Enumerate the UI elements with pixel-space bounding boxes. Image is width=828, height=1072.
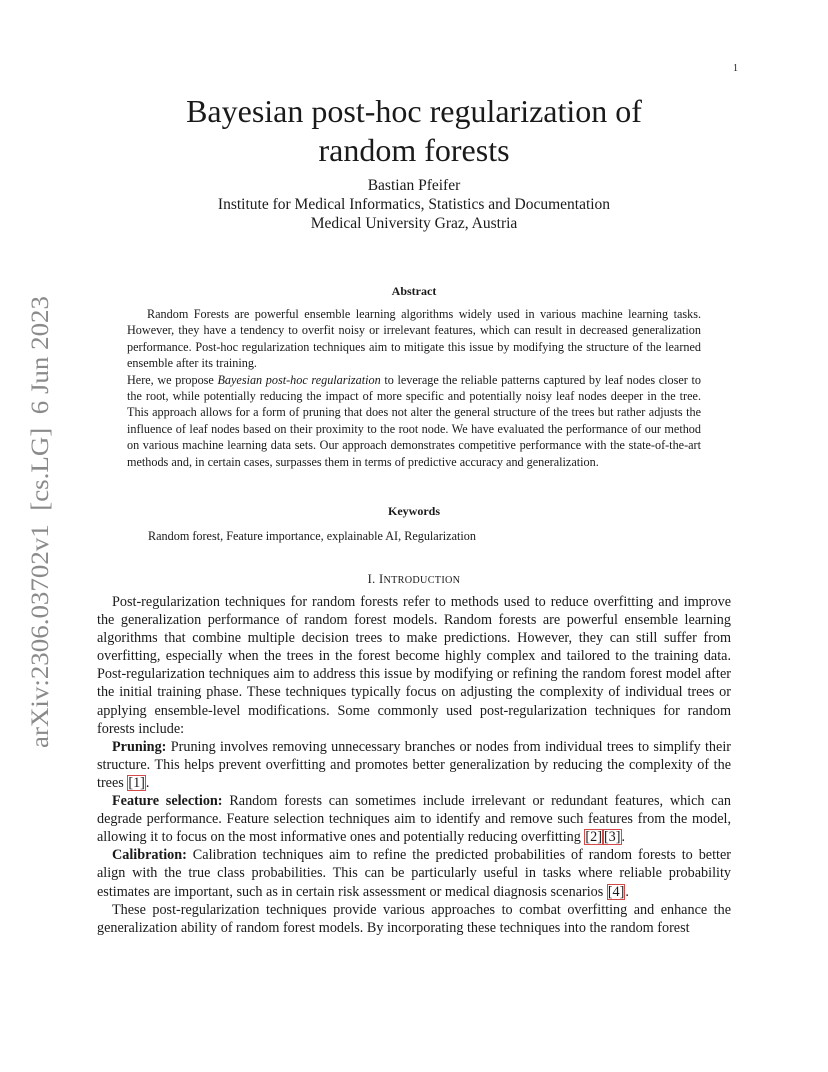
affiliation-line-2: Medical University Graz, Austria: [310, 215, 518, 232]
feature-selection-label: Feature selection:: [112, 793, 223, 810]
feature-selection-text: Random forests can sometimes include irrelevant or redundant features, which can degrade performance. Feature selection techniques aim to identify and remove such features from the model, allowing it to focus on the most informative ones and potentially reducing overfitting: [97, 793, 731, 846]
abstract-heading: Abstract: [391, 284, 437, 298]
author-block: [0, 176, 828, 233]
abstract-p2-lead: Here, we propose: [127, 372, 218, 387]
citation-link-4[interactable]: [4]: [607, 883, 625, 900]
keywords-list: Random forest, Feature importance, explainable AI, Regularization: [148, 529, 476, 543]
feature-selection-paragraph: [97, 792, 731, 846]
abstract-body: [127, 306, 701, 470]
method-name-emphasis: Bayesian post-hoc regularization: [217, 372, 381, 387]
abstract-paragraph-2: [127, 372, 701, 470]
arxiv-identifier-stamp: [20, 296, 56, 748]
calibration-paragraph: [97, 846, 731, 900]
intro-paragraph: Post-regularization techniques for random forests refer to methods used to reduce overfitting and improve the generalization performance of random forest models. Random forests are powerful ensemble learning algorithms that combine multiple decision trees to make predictions. However, they can still suffer from overfitting, especially when the trees in the forest become highly complex and tailored to the training data. Post-regularization techniques aim to address this issue by modifying or refining the random forest model after the initial training phase. These techniques typically focus on adjusting the complexity of individual trees or applying ensemble-level modifications. Some commonly used post-regularization techniques for random forests include:: [97, 594, 731, 737]
calibration-text: Calibration techniques aim to refine the predicted probabilities of random forests to better align with the true class probabilities. This can be particularly useful in tasks where reliable probability estimates are important, such as in certain risk assessment or medical diagnosis scenarios: [97, 847, 731, 900]
pruning-paragraph: [97, 738, 731, 792]
section-title-rest: NTRODUCTION: [383, 575, 461, 586]
title-line-2: random forests: [318, 132, 510, 168]
title-line-1: Bayesian post-hoc regularization of: [186, 93, 642, 129]
introduction-body: [97, 593, 731, 937]
closing-paragraph: These post-regularization techniques provide various approaches to combat overfitting and enhance the generalization ability of random forest models. By incorporating these techniques into the random forest: [97, 901, 731, 936]
author-name: Bastian Pfeifer: [367, 177, 461, 194]
keywords-heading: Keywords: [388, 504, 440, 518]
calibration-end: .: [625, 883, 629, 900]
citation-link-3[interactable]: [3]: [603, 829, 621, 846]
abstract-paragraph-1: Random Forests are powerful ensemble learning algorithms widely used in various machine learning tasks. However, they have a tendency to overfit noisy or irrelevant features, which can result in decreased generalization performance. Post-hoc regularization techniques aim to mitigate this issue by modifying the structure of the learned ensemble after its training.: [127, 307, 701, 371]
section-numeral: I.: [367, 572, 379, 586]
abstract-p2-rest: to leverage the reliable patterns captured by leaf nodes closer to the root, while potentially reducing the impact of more specific and potentially noisy leaf nodes deeper in the tree. This approach allows for a form of pruning that does not alter the general structure of the trees but rather adjusts the influence of leaf nodes based on their proximity to the root node. We have evaluated the performance of our method on various machine learning data sets. Our approach demonstrates competitive performance with the state-of-the-art methods and, in certain cases, surpasses them in terms of predictive accuracy and generalization.: [127, 372, 701, 469]
citation-link-1[interactable]: [1]: [128, 774, 145, 791]
feature-selection-end: .: [621, 829, 626, 846]
arxiv-identifier-text: arXiv:2306.03702v1 [cs.LG] 6 Jun 2023: [27, 328, 54, 748]
calibration-label: Calibration:: [112, 847, 187, 864]
pruning-end: .: [145, 774, 150, 791]
section-heading-introduction: [0, 572, 828, 587]
pruning-text: Pruning involves removing unnecessary branches or nodes from individual trees to simplify their structure. This helps prevent overfitting and promotes better generalization by reducing the complexity of the trees: [97, 738, 731, 791]
citation-link-2[interactable]: [2]: [585, 829, 602, 846]
page-number: 1: [733, 63, 738, 74]
pruning-label: Pruning:: [112, 738, 167, 755]
section-title-initial: I: [378, 572, 384, 586]
affiliation-line-1: Institute for Medical Informatics, Statistics and Documentation: [217, 196, 611, 213]
paper-title: [0, 92, 828, 170]
